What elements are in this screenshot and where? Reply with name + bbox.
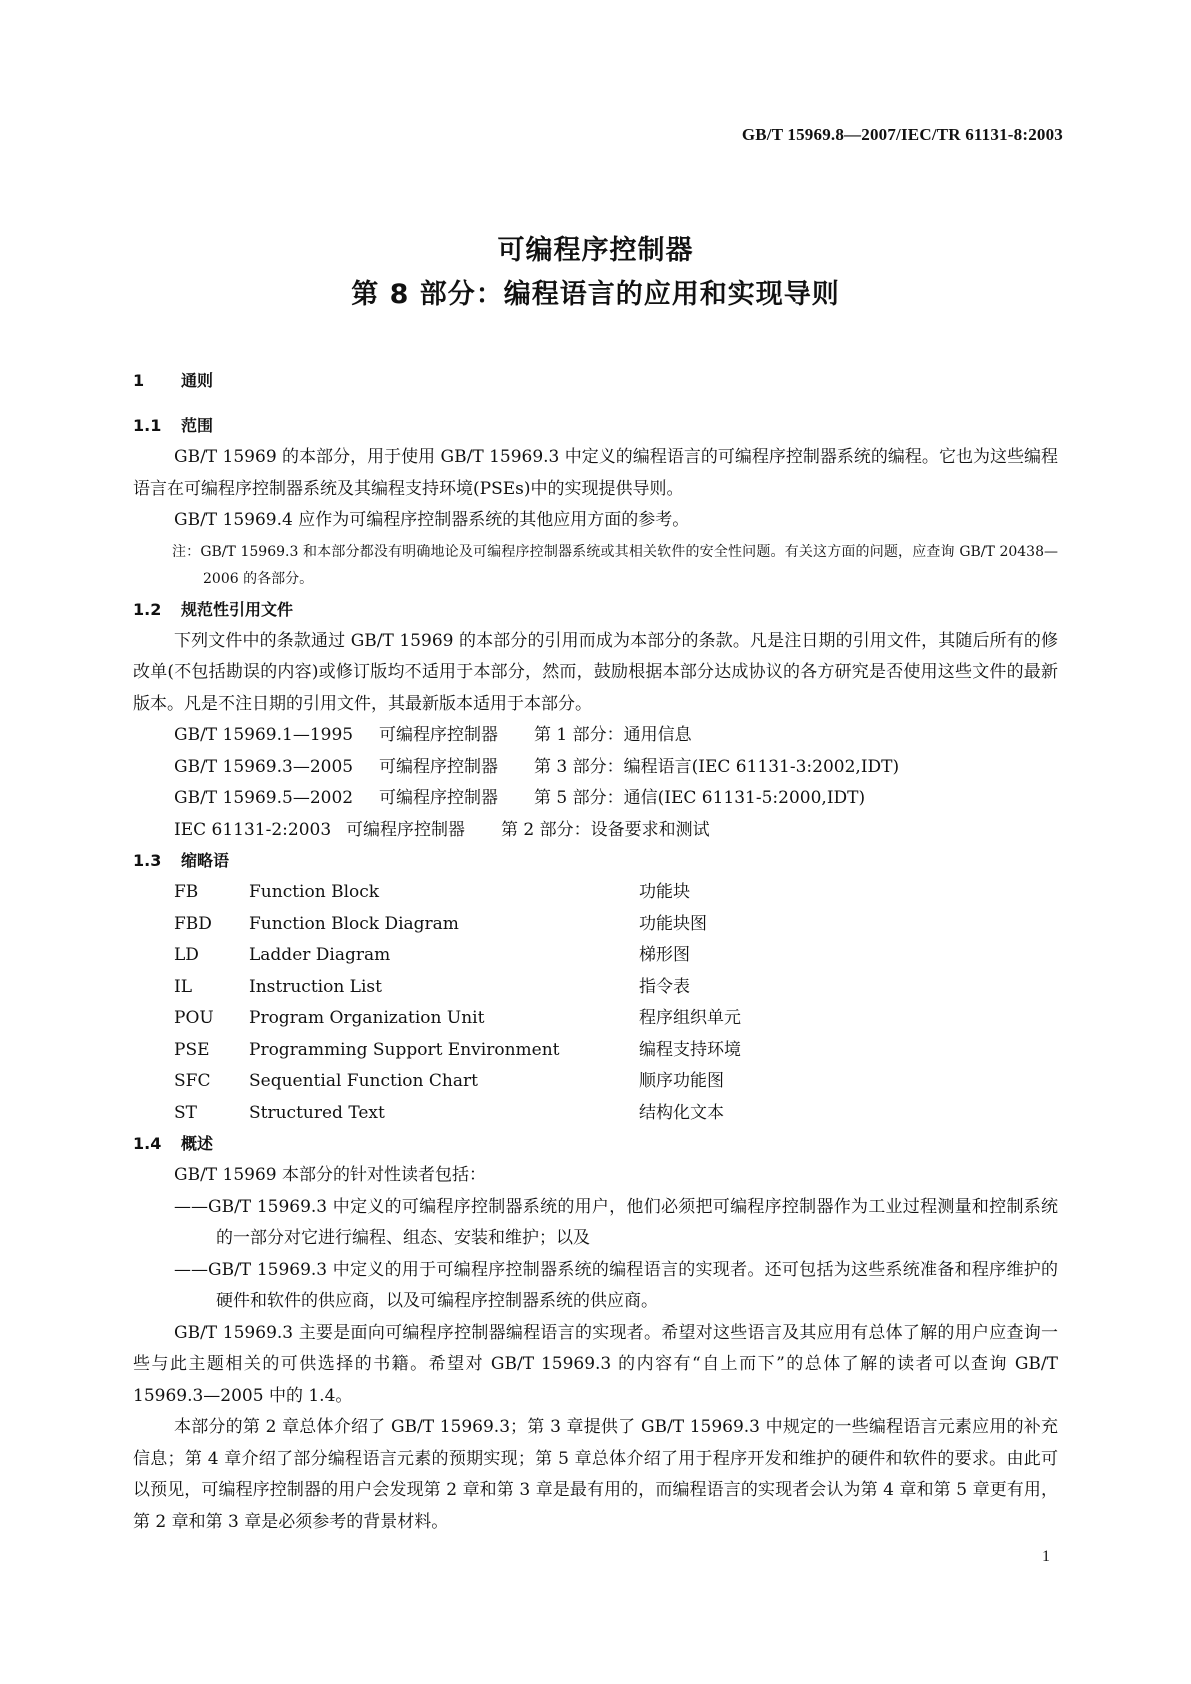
section-heading-1: 1 通则 (133, 371, 214, 390)
abbreviation-row: FBD Function Block Diagram 功能块图 (174, 913, 707, 934)
section-heading-1-1: 1.1 范围 (133, 416, 214, 435)
abbreviation-row: ST Structured Text 结构化文本 (174, 1102, 724, 1123)
document-subtitle: 第 8 部分：编程语言的应用和实现导则 (351, 279, 840, 310)
scope-reference-paragraph: GB/T 15969.4 应作为可编程序控制器系统的其他应用方面的参考。 (174, 510, 690, 530)
scope-paragraph: GB/T 15969 的本部分，用于使用 GB/T 15969.3 中定义的编程语言的可编程序控制器系统的编程。它也为这些编程语言在可编程序控制器系统及其编程支持环境(PSEs)中的实现提供导则。 (133, 447, 1058, 499)
abbreviation-row: FB Function Block 功能块 (174, 882, 690, 902)
document-body (133, 368, 1058, 1538)
audience-item: ——GB/T 15969.3 中定义的可编程序控制器系统的用户，他们必须把可编程序控制器作为工业过程测量和控制系统的一部分对它进行编程、组态、安装和维护；以及 (174, 1196, 1058, 1248)
overview-paragraph: 本部分的第 2 章总体介绍了 GB/T 15969.3；第 3 章提供了 GB/T 15969.3 中规定的一些编程语言元素应用的补充信息；第 4 章介绍了部分编程语言元素的预期实现；第 5 章总体介绍了用于程序开发和维护的硬件和软件的要求。由此可以预见，可编程序控制器的用户会发现第 2 章和第 3 章是最有用的，而编程语言的实现者会认为第 4 章和第 5 章更有用，第 2 章和第 3 章是必须参考的背景材料。 (133, 1417, 1058, 1532)
overview-intro: GB/T 15969 本部分的针对性读者包括： (174, 1165, 487, 1185)
document-title: 可编程序控制器 (497, 235, 694, 266)
reference-item: GB/T 15969.3—2005 可编程序控制器 第 3 部分：编程语言(IEC 61131-3:2002,IDT) (174, 756, 900, 777)
audience-item: ——GB/T 15969.3 中定义的用于可编程序控制器系统的编程语言的实现者。还可包括为这些系统准备和程序维护的硬件和软件的供应商，以及可编程序控制器系统的供应商。 (174, 1259, 1058, 1311)
normative-references-paragraph: 下列文件中的条款通过 GB/T 15969 的本部分的引用而成为本部分的条款。凡是注日期的引用文件，其随后所有的修改单(不包括勘误的内容)或修订版均不适用于本部分，然而，鼓励根据本部分达成协议的各方研究是否使用这些文件的最新版本。凡是不注日期的引用文件，其最新版本适用于本部分。 (133, 630, 1058, 714)
reference-item: GB/T 15969.1—1995 可编程序控制器 第 1 部分：通用信息 (174, 725, 692, 745)
reference-item: IEC 61131-2:2003 可编程序控制器 第 2 部分：设备要求和测试 (174, 819, 710, 840)
abbreviations-table (133, 877, 1058, 1129)
abbreviation-row: PSE Programming Support Environment 编程支持环境 (174, 1039, 741, 1060)
abbreviation-row: IL Instruction List 指令表 (174, 976, 690, 997)
scope-note: 注：GB/T 15969.3 和本部分都没有明确地论及可编程序控制器系统或其相关软件的安全性问题。有关这方面的问题，应查询 GB/T 20438—2006 的各部分。 (172, 543, 1058, 587)
reference-item: GB/T 15969.5—2002 可编程序控制器 第 5 部分：通信(IEC 61131-5:2000,IDT) (174, 788, 866, 808)
abbreviation-row: POU Program Organization Unit 程序组织单元 (174, 1008, 741, 1028)
section-heading-1-3: 1.3 缩略语 (133, 851, 230, 870)
section-heading-1-4: 1.4 概述 (133, 1134, 214, 1153)
abbreviation-row: LD Ladder Diagram 梯形图 (174, 945, 690, 965)
abbreviation-row: SFC Sequential Function Chart 顺序功能图 (174, 1071, 724, 1091)
page-number: 1 (1042, 1548, 1050, 1565)
overview-paragraph: GB/T 15969.3 主要是面向可编程序控制器编程语言的实现者。希望对这些语言及其应用有总体了解的用户应查询一些与此主题相关的可供选择的书籍。希望对 GB/T 15969.3 的内容有“自上而下”的总体了解的读者可以查询 GB/T 15969.3—2005 中的 1.4。 (133, 1322, 1058, 1406)
standard-code-header: GB/T 15969.8—2007/IEC/TR 61131-8:2003 (741, 125, 1063, 144)
section-heading-1-2: 1.2 规范性引用文件 (133, 599, 294, 619)
